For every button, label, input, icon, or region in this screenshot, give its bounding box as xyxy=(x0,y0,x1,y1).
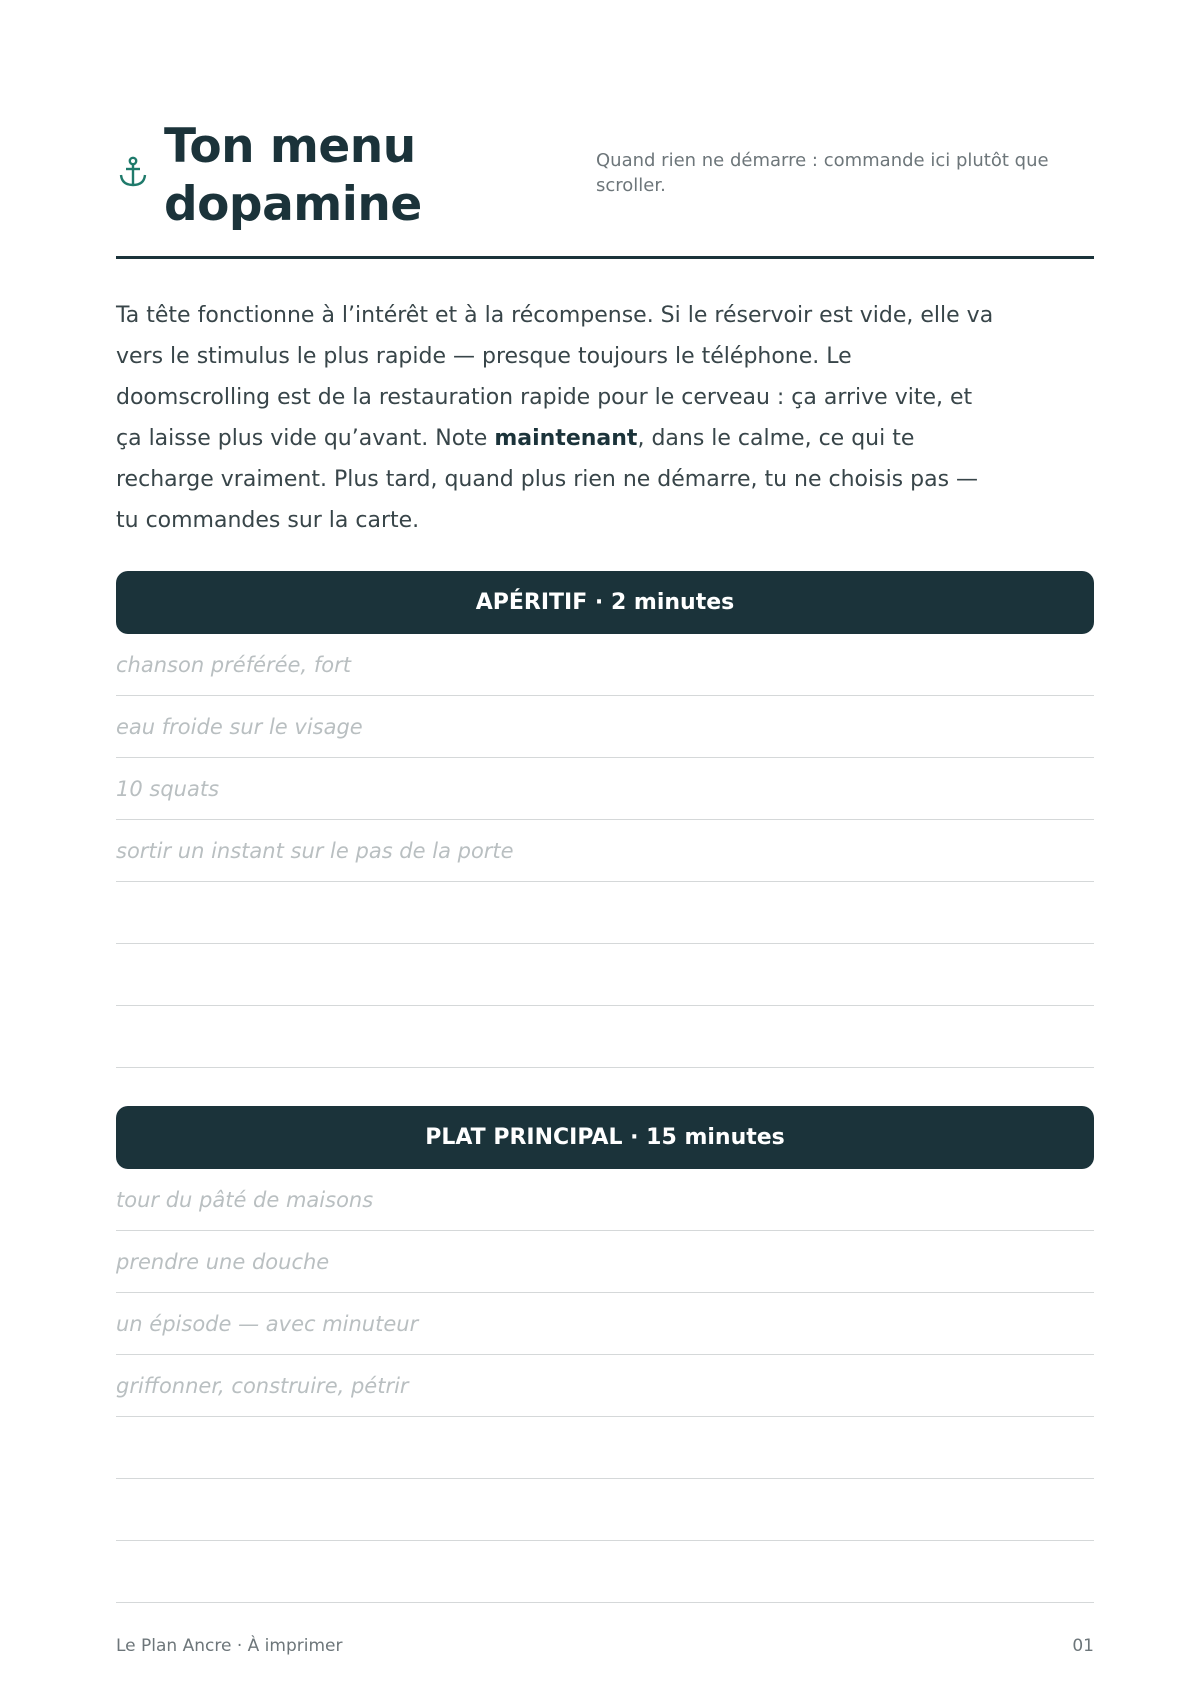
list-item: un épisode — avec minuteur xyxy=(116,1293,1094,1355)
section-header-plat-principal: PLAT PRINCIPAL · 15 minutes xyxy=(116,1106,1094,1169)
intro-emphasis: maintenant xyxy=(494,426,638,451)
page-title-line2: dopamine xyxy=(164,177,422,232)
list-item: chanson préférée, fort xyxy=(116,634,1094,696)
section-header-aperitif: APÉRITIF · 2 minutes xyxy=(116,571,1094,634)
intro-text-1: Ta tête fonctionne à l’intérêt et à la récompense. Si le réservoir est vide, elle va vers le stimulus le plus rapide — presque toujours le téléphone. Le doomscrolling est de la restauration rapide pour le cerveau : ça arrive vite, et ça laisse plus vide qu’avant. Note xyxy=(116,303,994,451)
list-item xyxy=(116,944,1094,1006)
printable-page xyxy=(116,0,1094,1697)
intro-paragraph xyxy=(116,295,996,541)
list-item: griffonner, construire, pétrir xyxy=(116,1355,1094,1417)
page-header xyxy=(116,118,1094,259)
plat-principal-list xyxy=(116,1169,1094,1603)
list-item: tour du pâté de maisons xyxy=(116,1169,1094,1231)
anchor-icon xyxy=(118,156,148,190)
list-item: prendre une douche xyxy=(116,1231,1094,1293)
list-item xyxy=(116,1417,1094,1479)
footer-brand: Le Plan Ancre · À imprimer xyxy=(116,1636,343,1656)
page-subtitle: Quand rien ne démarre : commande ici plutôt que scroller. xyxy=(596,150,1049,196)
page-number: 01 xyxy=(1072,1636,1094,1656)
intro-text-2: , dans le calme, ce qui te recharge vraiment. Plus tard, quand plus rien ne démarre, tu ne choisis pas — tu commandes sur la carte. xyxy=(116,426,979,533)
list-item xyxy=(116,882,1094,944)
list-item xyxy=(116,1479,1094,1541)
page-title-line1: Ton menu xyxy=(164,119,416,174)
list-item xyxy=(116,1541,1094,1603)
aperitif-list xyxy=(116,634,1094,1068)
list-item: 10 squats xyxy=(116,758,1094,820)
list-item xyxy=(116,1006,1094,1068)
list-item: eau froide sur le visage xyxy=(116,696,1094,758)
list-item: sortir un instant sur le pas de la porte xyxy=(116,820,1094,882)
page-title xyxy=(164,118,584,234)
